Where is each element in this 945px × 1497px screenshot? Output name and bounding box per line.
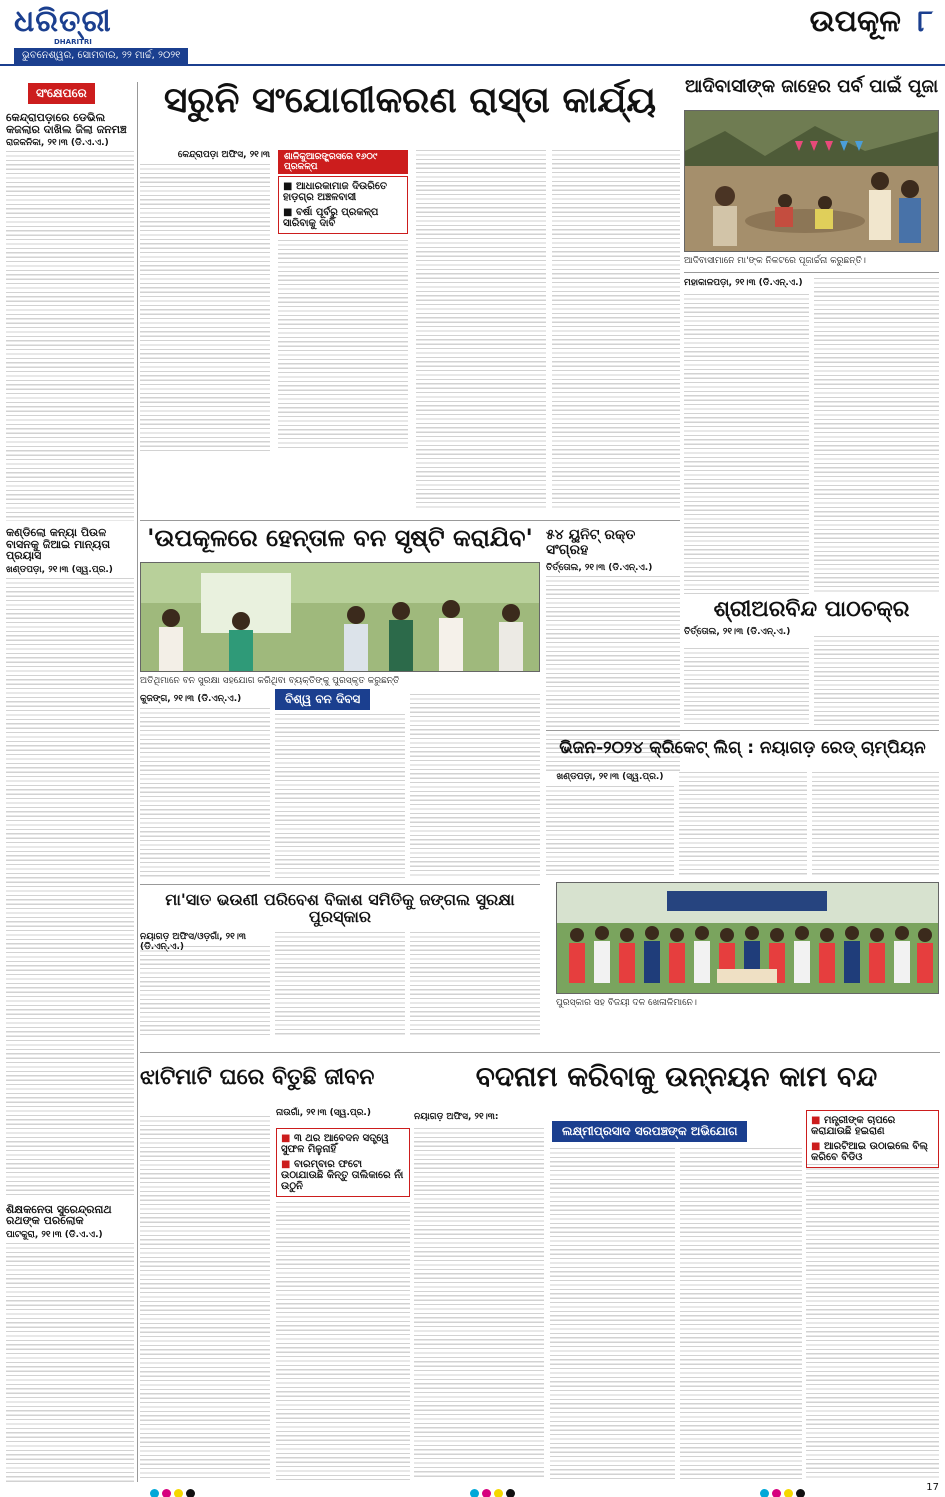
aurobindo-dateline: ତିର୍ତ୍ତୋଲ, ୨୧।୩ (ଡି.ଏନ୍.ଏ.) [684,627,791,638]
page-section-title [810,4,933,39]
briefs-column [6,82,134,1482]
forest-award-article [140,884,540,1044]
defame-tag: ଲକ୍ଷ୍ମୀପ୍ରସାଦ ସରପଞ୍ଚଙ୍କ ଅଭିଯୋଗ [552,1120,747,1142]
tribal-col2 [814,278,939,594]
tribal-photo [684,110,939,252]
section-name: ଉପକୂଳ [809,4,901,39]
tribal-photo-image [685,111,939,252]
hut-bullet-1: ■ ୩ ଥର ଆବେଦନ ସତ୍ତ୍ୱେ ସୁଫଳ ମିଳୁନାହିଁ [281,1133,389,1155]
lead-article [140,78,680,518]
blood-donation-dateline: ତିର୍ତ୍ତୋଲ, ୨୧।୩ (ଡି.ଏନ୍.ଏ.) [546,563,653,574]
lead-sidebar-bullet-2: ■ ବର୍ଷା ପୂର୍ବରୁ ପ୍ରକଳ୍ପ ସାରିବାକୁ ଦାବି [283,207,379,229]
tribal-dateline: ମହାକାଳପଡ଼ା, ୨୧।୩ (ଡି.ଏନ୍.ଏ.) [684,278,803,288]
tribal-article [684,78,939,678]
mangrove-photo [140,562,540,672]
lead-dateline: କେନ୍ଦ୍ରାପଡ଼ା ଅଫିସ, ୨୧।୩ [177,150,270,160]
issue-date: ଭୁବନେଶ୍ୱର, ସୋମବାର, ୨୨ ମାର୍ଚ୍ଚ, ୨୦୨୧ [14,48,188,64]
mangrove-photo-image [141,563,540,672]
lead-col4 [552,150,680,510]
brief1-dateline: ରାଜକନିକା, ୨୧।୩ (ଡି.ଏ.ଏ.) [6,138,109,149]
brief1-title: କେନ୍ଦ୍ରାପଡ଼ାରେ ଡେଭିଲ କଜଲାର ଦାଖିଲ ଜିଲା ଜନମଞ୍ଚ [6,111,127,136]
column-divider [137,82,138,1482]
newspaper-logo [14,4,124,48]
hut-bullet-2: ■ ବାରମ୍ବାର ଫଟୋ ଉଠାଯାଉଛି କିନ୍ତୁ ତାଲିକାରେ ନାଁ ଉଠୁନି [281,1159,404,1192]
lead-sidebar-bullet-1: ■ ଆଧାରକାମାଜ ଦିଉରିତେ ହାଡ଼ଗ୍ର ଅଞ୍ଚଳବାସୀ [283,181,387,203]
brief2-dateline: ଖଣ୍ଡପଡ଼ା, ୨୧।୩ (ସ୍ୱ.ପ୍ର.) [6,564,113,575]
tribal-photo-caption: ଆଦିବାସୀମାନେ ମା'ଙ୍କ ନିକଟରେ ପୂଜାର୍ଚ୍ଚନା କରୁଛନ୍ତି। [684,256,866,266]
brief3-dateline: ପାଟକୁରା, ୨୧।୩ (ଡି.ଏ.ଏ.) [6,1229,103,1240]
brief2-title: କଣ୍ଡିଲୋ କନ୍ୟା ପିଉଳ ବାସନକୁ ଜିଆଇ ମାନ୍ୟତା ପ୍ରୟାସ [6,526,111,563]
dateline-bar [0,48,945,65]
logo-subtitle: DHARITRI [54,38,92,46]
defame-headline: ବଦନାମ କରିବାକୁ ଉନ୍ନୟନ କାମ ବନ୍ଦ [475,1060,878,1093]
defame-dateline: ନୟାଗଡ଼ ଅଫିସ, ୨୧।୩: [414,1112,499,1122]
defame-bullet-1: ■ ମନ୍ତ୍ରୀଙ୍କ ଚାପରେ କରାଯାଉଛି ହଇରାଣ [811,1115,896,1137]
masthead-rule [0,64,945,66]
print-registration-marks-center [470,1483,518,1493]
logo-text: ଧରିତ୍ରୀ [14,4,112,39]
tribal-headline: ଆଦିବାସୀଙ୍କ ଜାହେର ପର୍ବ ପାଇଁ ପୂଜା [684,76,939,97]
lead-sidebar [278,150,408,450]
section-ornament: ୮ [917,4,933,39]
cricket-headline: ଭିଜନ-୨୦୨୪ କ୍ରିକେଟ୍ ଲିଗ୍ : ନୟାଗଡ଼ ରେଡ୍ ଚାମ୍ପିୟନ [559,738,926,758]
aurobindo-article [684,598,939,728]
lead-sidebar-title: ଶାଳିକୁଆରଙ୍ଗ୍ରସରେ ୧୬୦୯ ପ୍ରକଳ୍ପ [278,150,408,174]
lead-col1 [140,150,270,454]
hut-box [276,1128,410,1197]
defame-box [806,1110,939,1168]
defame-article [414,1052,939,1482]
print-registration-marks-left [150,1483,198,1493]
brief2-body [6,578,134,1198]
forest-award-dateline: ନୟାଗଡ଼ ଅଫିସ/ଓଡ଼ଗାଁ, ୨୧।୩ (ଡି.ଏନ୍.ଏ.) [140,932,246,952]
cricket-photo-caption: ପୁରସ୍କାର ସହ ବିଜୟୀ ଦଳ ଖେଳାଳିମାନେ। [556,998,697,1008]
forest-award-headline: ମା'ସାତ ଭଉଣୀ ପରିବେଶ ବିକାଶ ସମିତିକୁ ଜଙ୍ଗଲ ସୁରକ୍ଷା ପୁରସ୍କାର [165,890,515,926]
mangrove-article [140,520,540,880]
cricket-dateline: ଖଣ୍ଡପଡ଼ା, ୨୧।୩ (ସ୍ୱ.ପ୍ର.) [556,772,664,782]
mangrove-dateline: କୁଜଙ୍ଗ, ୨୧।୩ (ଡି.ଏନ୍.ଏ.) [140,694,242,704]
brief3-title: ଶିକ୍ଷକନେତା ସୁରେନ୍ଦ୍ରନାଥ ରଥଙ୍କ ପରଲୋକ [6,1202,112,1228]
cricket-photo-image [557,883,939,994]
defame-bullet-2: ■ ଆରଟିଆଇ ଉଠାଇଲେ ବିଲ୍ କରିବେ ବିଡିଓ [811,1141,928,1163]
lead-headline: ସରୁନି ସଂଯୋଗୀକରଣ ରାସ୍ତା କାର୍ଯ୍ୟ [163,80,657,121]
world-forest-day-tag: ବିଶ୍ୱ ବନ ଦିବସ [275,688,370,710]
mangrove-photo-caption: ଅତିଥିମାନେ ବନ ସୁରକ୍ଷା ସହଯୋଗ କରିଥିବା ବ୍ୟକ୍ତିଙ୍କୁ ପୁରସ୍କୃତ କରୁଛନ୍ତି [140,676,400,686]
hut-headline: ଝାଟିମାଟି ଘରେ ବିତୁଛି ଜୀବନ [140,1065,375,1090]
hut-article [140,1052,410,1482]
hut-dateline: ନାଉଗାଁ, ୨୧।୩ (ସ୍ୱ.ପ୍ର.) [276,1108,371,1118]
briefs-section-label: ସଂକ୍ଷେପରେ [28,83,95,104]
cricket-photo [556,882,939,994]
page-number: 17 [926,1482,939,1493]
aurobindo-headline: ଶ୍ରୀଅରବିନ୍ଦ ପାଠଚକ୍ର [713,597,910,622]
tribal-col1 [684,294,809,594]
masthead [0,0,945,66]
lead-col3 [416,150,546,510]
mangrove-headline: 'ଉପକୂଳରେ ହେନ୍ତାଳ ବନ ସୃଷ୍ଟି କରାଯିବ' [147,524,533,552]
brief3-body [6,1243,134,1482]
brief1-body [6,151,134,521]
blood-donation-headline: ୫୪ ୟୁନିଟ୍ ରକ୍ତ ସଂଗ୍ରହ [546,527,636,558]
cricket-article [546,730,939,1020]
print-registration-marks-right [760,1483,808,1493]
